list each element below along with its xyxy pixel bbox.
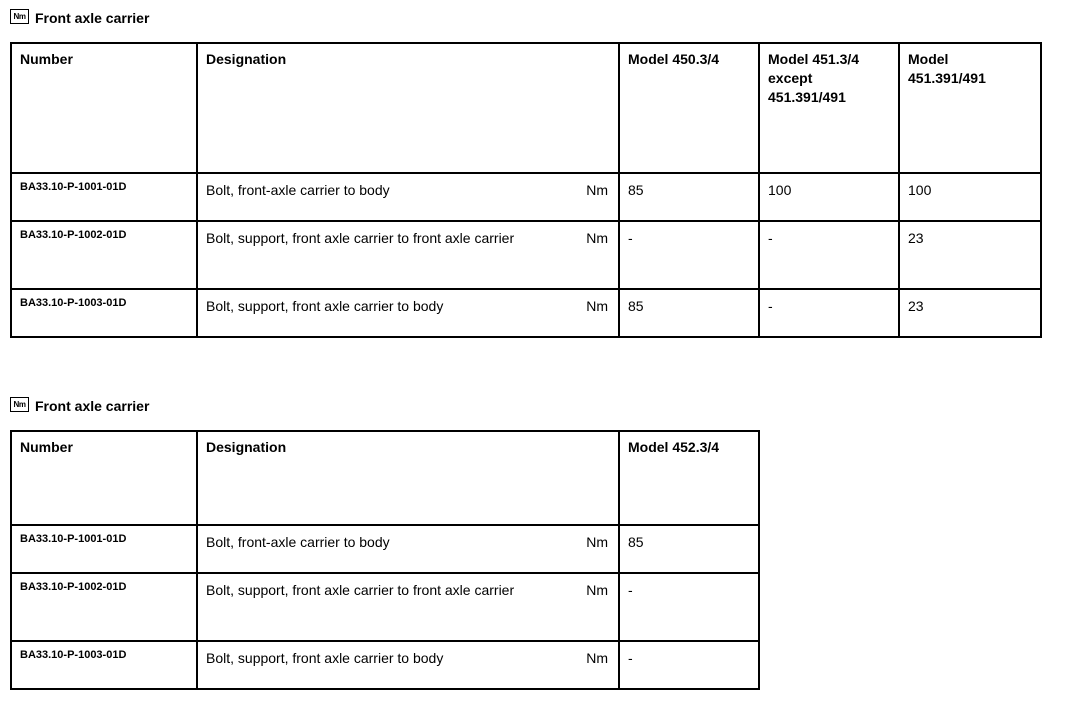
header-number: Number [11, 431, 197, 525]
cell-number: BA33.10-P-1001-01D [11, 173, 197, 221]
cell-designation [197, 173, 619, 221]
torque-spec-table [10, 42, 1042, 338]
table-row [11, 289, 1041, 337]
cell-value: 23 [899, 221, 1041, 289]
designation-text: Bolt, support, front axle carrier to front axle carrier [206, 230, 515, 246]
cell-number: BA33.10-P-1001-01D [11, 525, 197, 573]
cell-number: BA33.10-P-1003-01D [11, 289, 197, 337]
table-header-row [11, 43, 1041, 173]
cell-value: 85 [619, 173, 759, 221]
cell-number: BA33.10-P-1003-01D [11, 641, 197, 689]
cell-designation [197, 221, 619, 289]
cell-designation [197, 573, 619, 641]
unit-text: Nm [586, 298, 608, 314]
cell-value: - [619, 573, 759, 641]
cell-value: - [759, 289, 899, 337]
cell-designation [197, 289, 619, 337]
torque-spec-table [10, 430, 760, 690]
header-model: Model 450.3/4 [619, 43, 759, 173]
designation-text: Bolt, support, front axle carrier to front axle carrier [206, 582, 515, 598]
designation-text: Bolt, front-axle carrier to body [206, 182, 390, 198]
header-designation: Designation [197, 43, 619, 173]
header-number: Number [11, 43, 197, 173]
cell-designation [197, 641, 619, 689]
section-heading [10, 10, 149, 26]
header-model: Model 451.3/4 except 451.391/491 [759, 43, 899, 173]
table-row [11, 525, 759, 573]
unit-text: Nm [586, 534, 608, 550]
cell-value: 85 [619, 289, 759, 337]
designation-text: Bolt, support, front axle carrier to body [206, 650, 444, 666]
cell-number: BA33.10-P-1002-01D [11, 573, 197, 641]
cell-designation [197, 525, 619, 573]
cell-value: 100 [899, 173, 1041, 221]
cell-number: BA33.10-P-1002-01D [11, 221, 197, 289]
table-row [11, 173, 1041, 221]
section-title: Front axle carrier [35, 398, 150, 414]
unit-text: Nm [586, 582, 608, 598]
torque-nm-icon: Nm [10, 9, 29, 24]
section-heading [10, 398, 149, 414]
header-model: Model 451.391/491 [899, 43, 1041, 173]
header-designation: Designation [197, 431, 619, 525]
unit-text: Nm [586, 230, 608, 246]
torque-nm-icon: Nm [10, 397, 29, 412]
cell-value: 85 [619, 525, 759, 573]
cell-value: 100 [759, 173, 899, 221]
cell-value: 23 [899, 289, 1041, 337]
table-row [11, 221, 1041, 289]
header-model: Model 452.3/4 [619, 431, 759, 525]
cell-value: - [619, 221, 759, 289]
table-row [11, 573, 759, 641]
designation-text: Bolt, support, front axle carrier to body [206, 298, 444, 314]
cell-value: - [759, 221, 899, 289]
unit-text: Nm [586, 650, 608, 666]
table-row [11, 641, 759, 689]
cell-value: - [619, 641, 759, 689]
section-title: Front axle carrier [35, 10, 150, 26]
designation-text: Bolt, front-axle carrier to body [206, 534, 390, 550]
table-header-row [11, 431, 759, 525]
unit-text: Nm [586, 182, 608, 198]
